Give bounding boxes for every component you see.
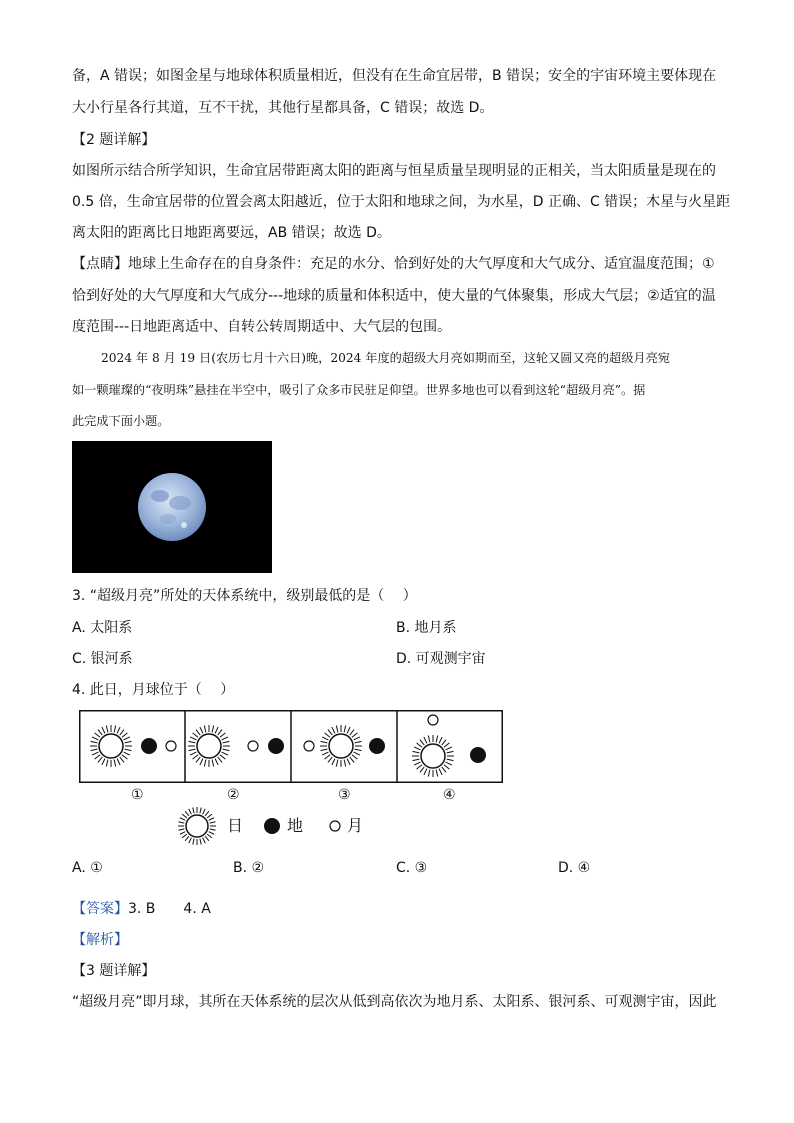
option-d[interactable]: D. 可观测宇宙 <box>396 651 486 667</box>
moon-icon <box>248 741 258 751</box>
text-line: 如图所示结合所学知识，生命宜居带距离太阳的距离与恒星质量呈现明显的正相关，当太阳质量是现在的 <box>72 163 716 179</box>
material-line: 如一颗璀璨的“夜明珠”悬挂在半空中，吸引了众多市民驻足仰望。世界多地也可以看到这轮“超级月亮”。据 <box>72 383 646 397</box>
material-line: 2024 年 8 月 19 日(农历七月十六日)晚，2024 年度的超级大月亮如期而至，这轮又圆又亮的超级月亮宛 <box>101 351 670 365</box>
panel-label-3: ③ <box>338 787 351 803</box>
earth-legend-icon <box>264 818 280 834</box>
option-b[interactable]: B. ② <box>233 860 265 876</box>
analysis-heading: 【解析】 <box>72 932 128 948</box>
tip-line: 度范围---日地距离适中、自转公转周期适中、大气层的包围。 <box>72 319 452 335</box>
legend-moon-label: 月 <box>347 816 364 835</box>
moon-icon <box>304 741 314 751</box>
earth-icon <box>369 738 385 754</box>
material-line: 此完成下面小题。 <box>72 414 170 428</box>
tip-line: 【点睛】地球上生命存在的自身条件：充足的水分、恰到好处的大气厚度和大气成分、适宜温度范围；① <box>72 256 715 272</box>
option-d[interactable]: D. ④ <box>558 860 591 876</box>
earth-icon <box>268 738 284 754</box>
panel-label-4: ④ <box>443 787 456 803</box>
question-4-stem: 4. 此日，月球位于（ ） <box>72 682 235 698</box>
sun-icon <box>178 807 216 845</box>
sun-icon <box>320 725 362 767</box>
answer-label: 【答案】 <box>72 901 128 917</box>
sun-earth-moon-diagram <box>79 710 503 783</box>
panel-label-1: ① <box>131 787 144 803</box>
text-line: 备，A 错误；如图金星与地球体积质量相近，但没有在生命宜居带，B 错误；安全的宇宙环境主要体现在 <box>72 68 717 84</box>
moon-legend-icon <box>330 821 340 831</box>
option-c[interactable]: C. 银河系 <box>72 651 133 667</box>
sun-icon <box>412 735 454 777</box>
earth-icon <box>470 747 486 763</box>
text-line: 0.5 倍，生命宜居带的位置会离太阳越近，位于太阳和地球之间，为水星，D 正确、C 错误；木星与火星距 <box>72 194 731 210</box>
question-3-stem: 3. “超级月亮”所处的天体系统中，级别最低的是（ ） <box>72 588 417 604</box>
option-a[interactable]: A. 太阳系 <box>72 620 133 636</box>
text-line: “超级月亮”即月球，其所在天体系统的层次从低到高依次为地月系、太阳系、银河系、可观测宇宙，因此 <box>72 994 717 1010</box>
full-moon-icon <box>72 441 272 573</box>
panel-label-2: ② <box>227 787 240 803</box>
moon-icon <box>428 715 438 725</box>
option-b[interactable]: B. 地月系 <box>396 620 457 636</box>
moon-icon <box>166 741 176 751</box>
answer-line <box>72 899 211 919</box>
sun-icon <box>188 725 230 767</box>
legend-earth-label: 地 <box>287 816 304 835</box>
option-a[interactable]: A. ① <box>72 860 103 876</box>
text-line: 离太阳的距离比日地距离要远，AB 错误；故选 D。 <box>72 225 391 241</box>
section-heading: 【3 题详解】 <box>72 963 156 979</box>
option-c[interactable]: C. ③ <box>396 860 428 876</box>
legend-sun-label: 日 <box>227 816 244 835</box>
answer-value: 3. B 4. A <box>128 901 211 917</box>
supermoon-photo <box>72 441 272 573</box>
earth-icon <box>141 738 157 754</box>
section-heading: 【2 题详解】 <box>72 132 156 148</box>
sun-icon <box>90 725 132 767</box>
text-line: 大小行星各行其道，互不干扰，其他行星都具备，C 错误；故选 D。 <box>72 100 494 116</box>
tip-line: 恰到好处的大气厚度和大气成分---地球的质量和体积适中，使大量的气体聚集，形成大气层；②适宜的温 <box>72 288 716 304</box>
